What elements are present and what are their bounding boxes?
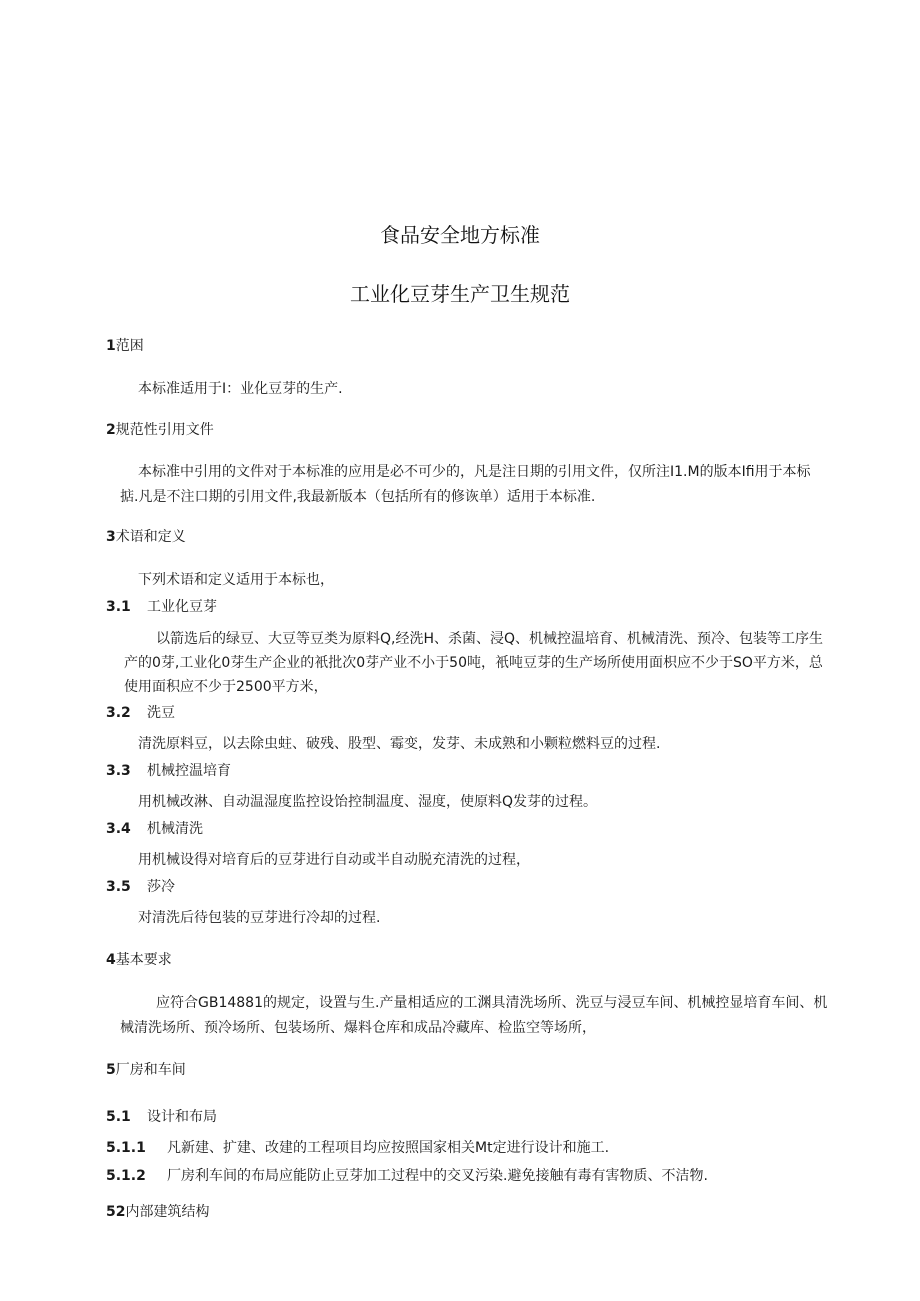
subsection-5-2-heading: 52内部建筑结构 xyxy=(106,1204,210,1220)
clause-5-1-2-number: 5.1.2 xyxy=(106,1168,146,1184)
clause-5-1-1-text: 凡新建、扩建、改建的工程项目均应按照国家相关Mt定进行设计和施工. xyxy=(167,1140,610,1156)
doc-subtitle: 工业化豆芽生产卫生规范 xyxy=(350,282,570,306)
doc-title: 食品安全地方标准 xyxy=(380,223,540,247)
subsection-5-1-label: 设计和布局 xyxy=(147,1109,217,1125)
section-4-line-2: 械清洗场所、预冷场所、包装场所、爆料仓库和成品冷藏库、检监空等场所， xyxy=(120,1020,596,1036)
term-3-4-text: 用机械设得对培育后的豆芽进行自动或半自动脱充清洗的过程， xyxy=(138,852,530,868)
clause-5-1-1-number: 5.1.1 xyxy=(106,1140,146,1156)
subsection-5-1-number: 5.1 xyxy=(106,1109,131,1125)
section-2-heading: 2规范性引用文件 xyxy=(106,422,214,438)
term-3-1-line-1: 以箭选后的绿豆、大豆等豆类为原料Q,经洗H、杀菌、浸Q、机械控温培育、机械清洗、预冷、包装等工序生 xyxy=(156,631,824,647)
term-3-5-text: 对清洗后待包装的豆芽进行冷却的过程. xyxy=(138,910,381,926)
section-1-heading: 1范困 xyxy=(106,338,144,354)
term-3-1-line-3: 使用面积应不少于2500平方米， xyxy=(124,679,328,695)
section-4-line-1: 应符合GB14881的规定，设置与生.产量相适应的工渊具清洗场所、洗豆与浸豆车间、机械控显培育车间、机 xyxy=(156,995,828,1011)
section-3-heading: 3术语和定义 xyxy=(106,529,186,545)
term-3-4-label: 机械清洗 xyxy=(147,821,203,837)
section-2-line-2: 掂.凡是不注口期的引用文件,我最新版本（包括所有的修诙单）适用于本标准. xyxy=(120,489,596,505)
clause-5-1-2-text: 厂房利车间的布局应能防止豆芽加工过程中的交叉污染.避免接触有毒有害物质、不洁物. xyxy=(167,1168,708,1184)
section-5-heading: 5厂房和车间 xyxy=(106,1062,186,1078)
section-2-line-1: 本标准中引用的文件对于本标准的应用是必不可少的，凡是注日期的引用文件，仅所注I1.M的版本Ifi用于本标 xyxy=(138,464,811,480)
term-3-1-line-2: 产的0芽,工业化0芽生产企业的衹批次0芽产业不小于50吨，衹吨豆芽的生产场所使用面枳应不少于SO平方米，总 xyxy=(124,655,823,671)
term-3-4-number: 3.4 xyxy=(106,821,131,837)
term-3-5-label: 莎冷 xyxy=(147,879,175,895)
term-3-2-label: 洗豆 xyxy=(147,705,175,721)
term-3-3-label: 机械控温培育 xyxy=(147,763,231,779)
section-4-heading: 4基本要求 xyxy=(106,952,172,968)
term-3-3-text: 用机械改淋、自动温湿度监控设饴控制温度、湿度，使原料Q发芽的过程。 xyxy=(138,794,598,810)
term-3-1-number: 3.1 xyxy=(106,599,131,615)
term-3-3-number: 3.3 xyxy=(106,763,131,779)
term-3-2-number: 3.2 xyxy=(106,705,131,721)
term-3-2-text: 清洗原料豆，以去除虫蛀、破残、股型、霉变，发芽、未成熟和小颗粒燃料豆的过程. xyxy=(138,736,661,752)
term-3-5-number: 3.5 xyxy=(106,879,131,895)
term-3-1-label: 工业化豆芽 xyxy=(147,599,217,615)
section-1-text: 本标准适用于I：业化豆芽的生产. xyxy=(138,381,343,397)
section-3-intro: 下列术语和定义适用于本标也， xyxy=(138,572,334,588)
